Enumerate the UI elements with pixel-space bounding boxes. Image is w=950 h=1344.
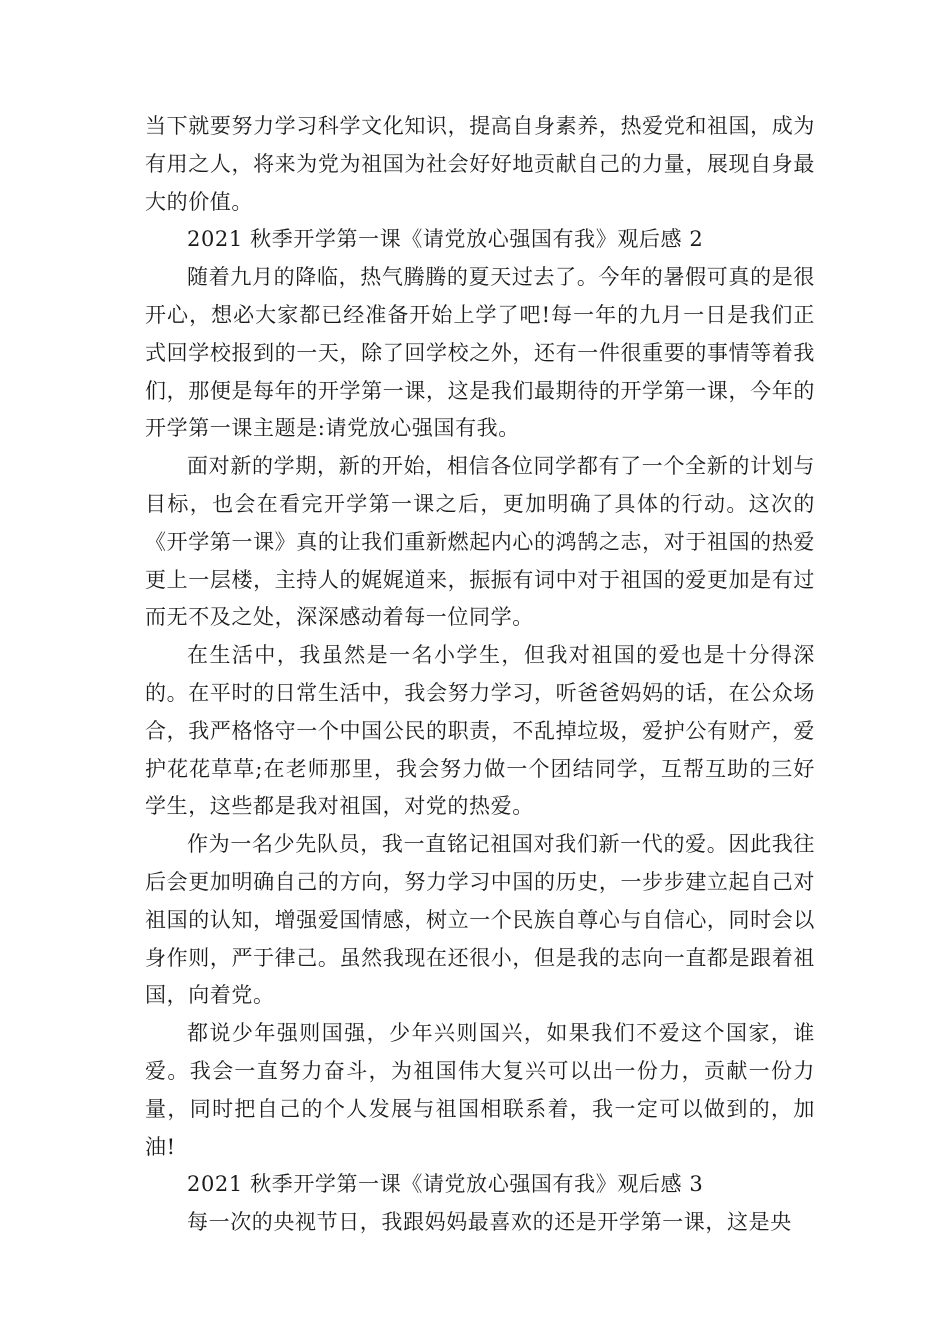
paragraph-5: 作为一名少先队员，我一直铭记祖国对我们新一代的爱。因此我往后会更加明确自己的方向，努力学习中国的历史，一步步建立起自己对祖国的认知，增强爱国情感，树立一个民族自尊心与自信心，同时会以身作则，严于律己。虽然我现在还很小，但是我的志向一直都是跟着祖国，向着党。 bbox=[145, 832, 815, 1008]
paragraph-1: 当下就要努力学习科学文化知识，提高自身素养，热爱党和祖国，成为有用之人，将来为党为祖国为社会好好地贡献自己的力量，展现自身最大的价值。 bbox=[145, 114, 815, 214]
document-page bbox=[145, 108, 815, 1242]
paragraph-7: 每一次的央视节日，我跟妈妈最喜欢的还是开学第一课，这是央 bbox=[187, 1210, 792, 1235]
paragraph-3: 面对新的学期，新的开始，相信各位同学都有了一个全新的计划与目标，也会在看完开学第一课之后，更加明确了具体的行动。这次的《开学第一课》真的让我们重新燃起内心的鸿鹄之志，对于祖国的热爱更上一层楼，主持人的娓娓道来，振振有词中对于祖国的爱更加是有过而无不及之处，深深感动着每一位同学。 bbox=[145, 454, 815, 630]
section-heading-3: 2021 秋季开学第一课《请党放心强国有我》观后感 3 bbox=[187, 1172, 704, 1197]
section-heading-2: 2021 秋季开学第一课《请党放心强国有我》观后感 2 bbox=[187, 227, 704, 252]
paragraph-6: 都说少年强则国强，少年兴则国兴，如果我们不爱这个国家，谁爱。我会一直努力奋斗，为祖国伟大复兴可以出一份力，贡献一份力量，同时把自己的个人发展与祖国相联系着，我一定可以做到的，加油! bbox=[145, 1021, 815, 1159]
paragraph-4: 在生活中，我虽然是一名小学生，但我对祖国的爱也是十分得深的。在平时的日常生活中，我会努力学习，听爸爸妈妈的话，在公众场合，我严格恪守一个中国公民的职责，不乱掉垃圾，爱护公有财产，爱护花花草草;在老师那里，我会努力做一个团结同学，互帮互助的三好学生，这些都是我对祖国，对党的热爱。 bbox=[145, 643, 815, 819]
paragraph-2: 随着九月的降临，热气腾腾的夏天过去了。今年的暑假可真的是很开心，想必大家都已经准备开始上学了吧!每一年的九月一日是我们正式回学校报到的一天，除了回学校之外，还有一件很重要的事情等着我们，那便是每年的开学第一课，这是我们最期待的开学第一课，今年的开学第一课主题是:请党放心强国有我。 bbox=[145, 265, 815, 441]
